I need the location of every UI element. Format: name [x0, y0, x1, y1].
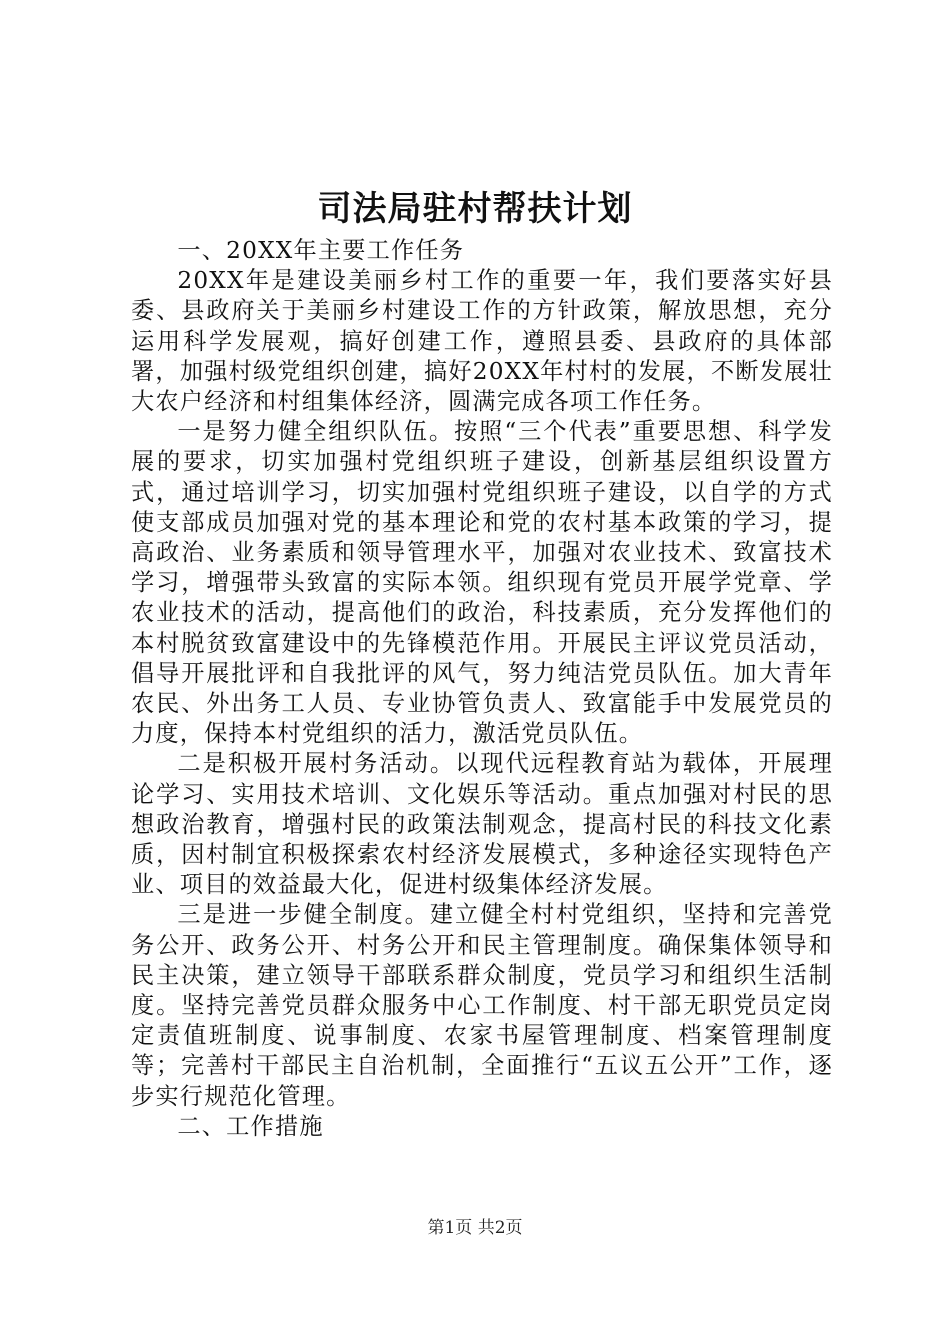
- paragraph-village-affairs: 二是积极开展村务活动。以现代远程教育站为载体，开展理论学习、实用技术培训、文化娱乐等活动。重点加强对村民的思想政治教育，增强村民的政策法制观念，提高村民的科技文化素质，因村制宜积极探索农村经济发展模式，多种途径实现特色产业、项目的效益最大化，促进村级集体经济发展。: [131, 750, 833, 899]
- page-title: 司法局驻村帮扶计划: [317, 189, 633, 229]
- section-heading-1: 一、20XX年主要工作任务: [177, 237, 465, 264]
- page-number-footer: 第1页 共2页: [427, 1218, 523, 1238]
- document-body: [131, 236, 833, 1142]
- section-heading-2: 二、工作措施: [177, 1112, 324, 1140]
- paragraph-system: 三是进一步健全制度。建立健全村村党组织，坚持和完善党务公开、政务公开、村务公开和民主管理制度。确保集体领导和民主决策，建立领导干部联系群众制度，党员学习和组织生活制度。坚持完善党员群众服务中心工作制度、村干部无职党员定岗定责值班制度、说事制度、农家书屋管理制度、档案管理制度等；完善村干部民主自治机制，全面推行“五议五公开”工作，逐步实行规范化管理。: [131, 901, 833, 1110]
- paragraph-organization: 一是努力健全组织队伍。按照“三个代表”重要思想、科学发展的要求，切实加强村党组织班子建设，创新基层组织设置方式，通过培训学习，切实加强村党组织班子建设，以自学的方式使支部成员加强对党的基本理论和党的农村基本政策的学习，提高政治、业务素质和领导管理水平，加强对农业技术、致富技术学习，增强带头致富的实际本领。组织现有党员开展学党章、学农业技术的活动，提高他们的政治，科技素质，充分发挥他们的本村脱贫致富建设中的先锋模范作用。开展民主评议党员活动，倡导开展批评和自我批评的风气，努力纯洁党员队伍。加大青年农民、外出务工人员、专业协管负责人、致富能手中发展党员的力度，保持本村党组织的活力，激活党员队伍。: [131, 418, 833, 748]
- paragraph-intro: 20XX年是建设美丽乡村工作的重要一年，我们要落实好县委、县政府关于美丽乡村建设工作的方针政策，解放思想，充分运用科学发展观，搞好创建工作，遵照县委、县政府的具体部署，加强村级党组织创建，搞好20XX年村村的发展，不断发展壮大农户经济和村组集体经济，圆满完成各项工作任务。: [131, 267, 833, 416]
